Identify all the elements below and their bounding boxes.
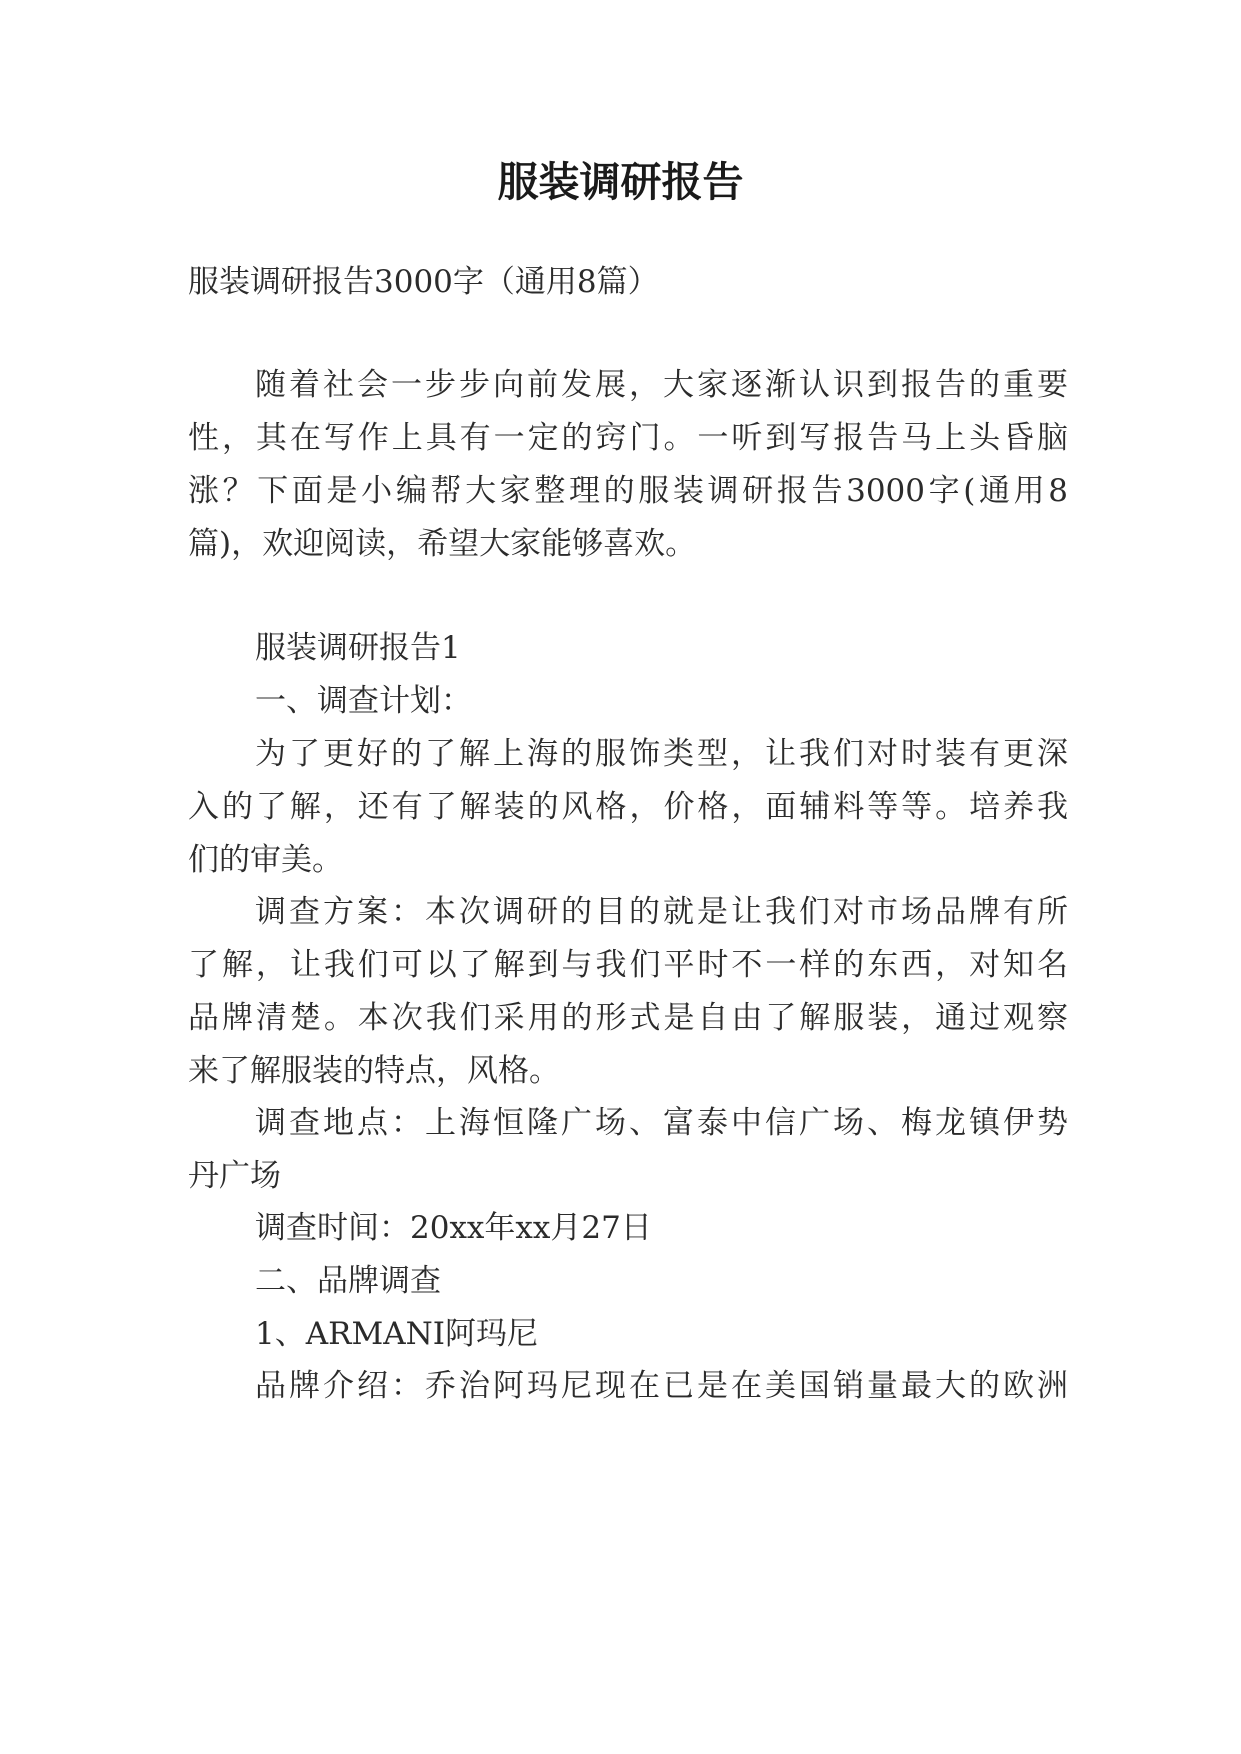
section-heading-brand-survey: 二、品牌调查 [255, 1263, 441, 1299]
intro-paragraph-line: 涨？下面是小编帮大家整理的服装调研报告3000字(通用8 [188, 473, 1068, 509]
intro-paragraph-line: 性，其在写作上具有一定的窍门。一听到写报告马上头昏脑 [188, 420, 1068, 456]
scheme-paragraph-line: 来了解服装的特点，风格。 [188, 1053, 560, 1089]
document-title: 服装调研报告 [497, 158, 744, 206]
plan-paragraph-line: 入的了解，还有了解装的风格，价格，面辅料等等。培养我 [188, 789, 1068, 825]
document-subtitle: 服装调研报告3000字（通用8篇） [188, 264, 659, 300]
intro-paragraph-line: 随着社会一步步向前发展，大家逐渐认识到报告的重要 [255, 367, 1068, 403]
report-1-heading: 服装调研报告1 [255, 630, 461, 666]
scheme-paragraph-line: 调查方案：本次调研的目的就是让我们对市场品牌有所 [255, 894, 1068, 930]
plan-paragraph-line: 为了更好的了解上海的服饰类型，让我们对时装有更深 [255, 736, 1068, 772]
intro-paragraph-line: 篇)，欢迎阅读，希望大家能够喜欢。 [188, 526, 697, 562]
survey-time-line: 调查时间：20xx年xx月27日 [255, 1210, 652, 1246]
location-paragraph-line: 调查地点：上海恒隆广场、富泰中信广场、梅龙镇伊势 [255, 1105, 1068, 1141]
brand-1-heading: 1、ARMANI阿玛尼 [255, 1316, 538, 1352]
brand-1-intro-line: 品牌介绍：乔治阿玛尼现在已是在美国销量最大的欧洲 [255, 1368, 1068, 1404]
section-heading-survey-plan: 一、调查计划： [255, 683, 472, 719]
scheme-paragraph-line: 品牌清楚。本次我们采用的形式是自由了解服装，通过观察 [188, 1000, 1068, 1036]
location-paragraph-line: 丹广场 [188, 1158, 281, 1194]
scheme-paragraph-line: 了解，让我们可以了解到与我们平时不一样的东西，对知名 [188, 947, 1068, 983]
plan-paragraph-line: 们的审美。 [188, 842, 343, 878]
